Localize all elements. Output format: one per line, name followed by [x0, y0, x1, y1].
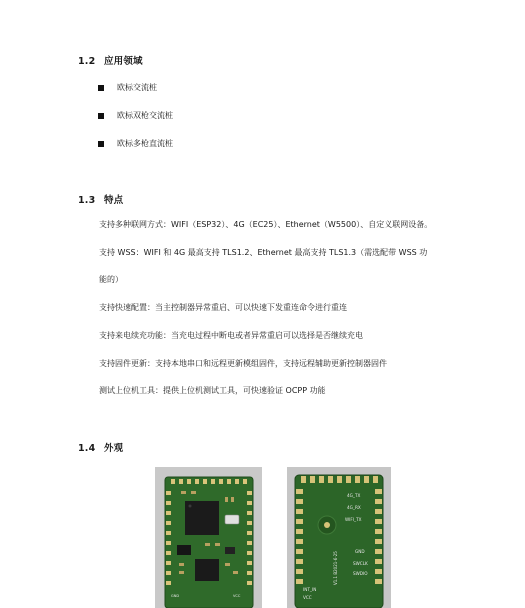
list-item-text: 欧标多枪直流桩 — [117, 139, 173, 148]
bullet-square-icon — [98, 85, 104, 91]
section-heading-features — [78, 192, 123, 206]
silk-version: V1.1 B2021-6-25 — [333, 551, 338, 585]
paragraph-line: 测试上位机工具：提供上位机测试工具，可快速验证 OCPP 功能 — [99, 386, 326, 395]
module-back-photo — [287, 467, 391, 608]
silk-vcc: VCC — [303, 595, 312, 600]
silk-gnd: GND — [355, 549, 365, 554]
svg-text:VCC: VCC — [233, 594, 241, 598]
list-item — [98, 138, 173, 149]
module-front-photo — [155, 467, 262, 608]
silk-4g-tx: 4G_TX — [347, 493, 361, 498]
section-title: 特点 — [103, 195, 124, 206]
section-heading-application — [78, 53, 143, 67]
section-number: 1.2 — [78, 56, 96, 67]
module-front-icon — [155, 467, 262, 608]
bullet-square-icon — [98, 141, 104, 147]
section-title: 外观 — [103, 443, 124, 454]
list-item-text: 欧标双枪交流桩 — [117, 111, 173, 120]
paragraph-line: 支持固件更新：支持本地串口和远程更新模组固件，支持远程辅助更新控制器固件 — [99, 359, 387, 368]
list-item — [98, 82, 157, 93]
module-back-icon — [287, 467, 391, 608]
section-title: 应用领域 — [103, 56, 143, 67]
section-number: 1.4 — [78, 443, 96, 454]
paragraph-line: 支持多种联网方式：WIFI（ESP32）、4G（EC25）、Ethernet（W5500）、自定义联网设备。 — [99, 220, 433, 229]
silk-wifi-tx: WIFI_TX — [345, 517, 362, 522]
silk-4g-rx: 4G_RX — [347, 505, 361, 510]
bullet-square-icon — [98, 113, 104, 119]
silk-int-in: INT_IN — [303, 587, 317, 592]
section-heading-appearance — [78, 440, 123, 454]
svg-text:GND: GND — [171, 594, 180, 598]
list-item-text: 欧标交流桩 — [117, 83, 157, 92]
silk-swclk: SWCLK — [353, 561, 368, 566]
silk-swdio: SWDIO — [353, 571, 368, 576]
paragraph-line: 支持来电续充功能：当充电过程中断电或者异常重启可以选择是否继续充电 — [99, 331, 363, 340]
paragraph-line: 能的） — [99, 275, 123, 284]
paragraph-line: 支持快速配置：当主控制器异常重启、可以快速下发重连命令进行重连 — [99, 303, 347, 312]
paragraph-line: 支持 WSS：WIFI 和 4G 最高支持 TLS1.2、Ethernet 最高支持 TLS1.3（需选配带 WSS 功 — [99, 248, 428, 257]
list-item — [98, 110, 173, 121]
section-number: 1.3 — [78, 195, 96, 206]
